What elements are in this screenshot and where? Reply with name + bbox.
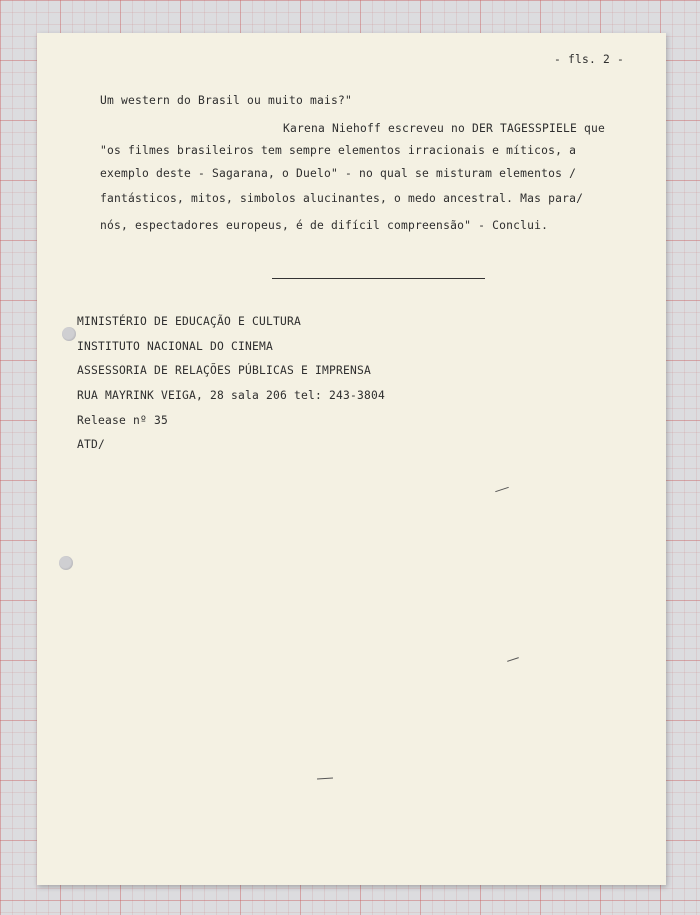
paragraph-line: exemplo deste - Sagarana, o Duelo" - no qual se misturam elementos / <box>100 167 577 180</box>
document-page <box>37 33 666 885</box>
page-number: - fls. 2 - <box>554 53 625 66</box>
pencil-mark <box>317 777 333 779</box>
footer-line: ATD/ <box>77 438 106 451</box>
footer-line: MINISTÉRIO DE EDUCAÇÃO E CULTURA <box>77 315 302 328</box>
paragraph-line: fantásticos, mitos, simbolos alucinantes, o medo ancestral. Mas para/ <box>100 192 584 205</box>
paragraph-line: Karena Niehoff escreveu no DER TAGESSPIELE que <box>283 122 606 135</box>
paragraph-line: nós, espectadores europeus, é de difícil compreensão" - Conclui. <box>100 219 549 232</box>
pencil-mark <box>507 657 519 662</box>
punch-hole <box>59 556 73 570</box>
footer-line: RUA MAYRINK VEIGA, 28 sala 206 tel: 243-3804 <box>77 389 386 402</box>
punch-hole <box>62 327 76 341</box>
pencil-mark <box>495 487 509 492</box>
footer-line: ASSESSORIA DE RELAÇÕES PÚBLICAS E IMPRENSA <box>77 364 372 377</box>
footer-line: Release nº 35 <box>77 414 169 427</box>
separator-rule <box>272 278 485 279</box>
paragraph-line: "os filmes brasileiros tem sempre elementos irracionais e míticos, a <box>100 144 577 157</box>
paragraph-line: Um western do Brasil ou muito mais?" <box>100 94 353 107</box>
footer-line: INSTITUTO NACIONAL DO CINEMA <box>77 340 274 353</box>
